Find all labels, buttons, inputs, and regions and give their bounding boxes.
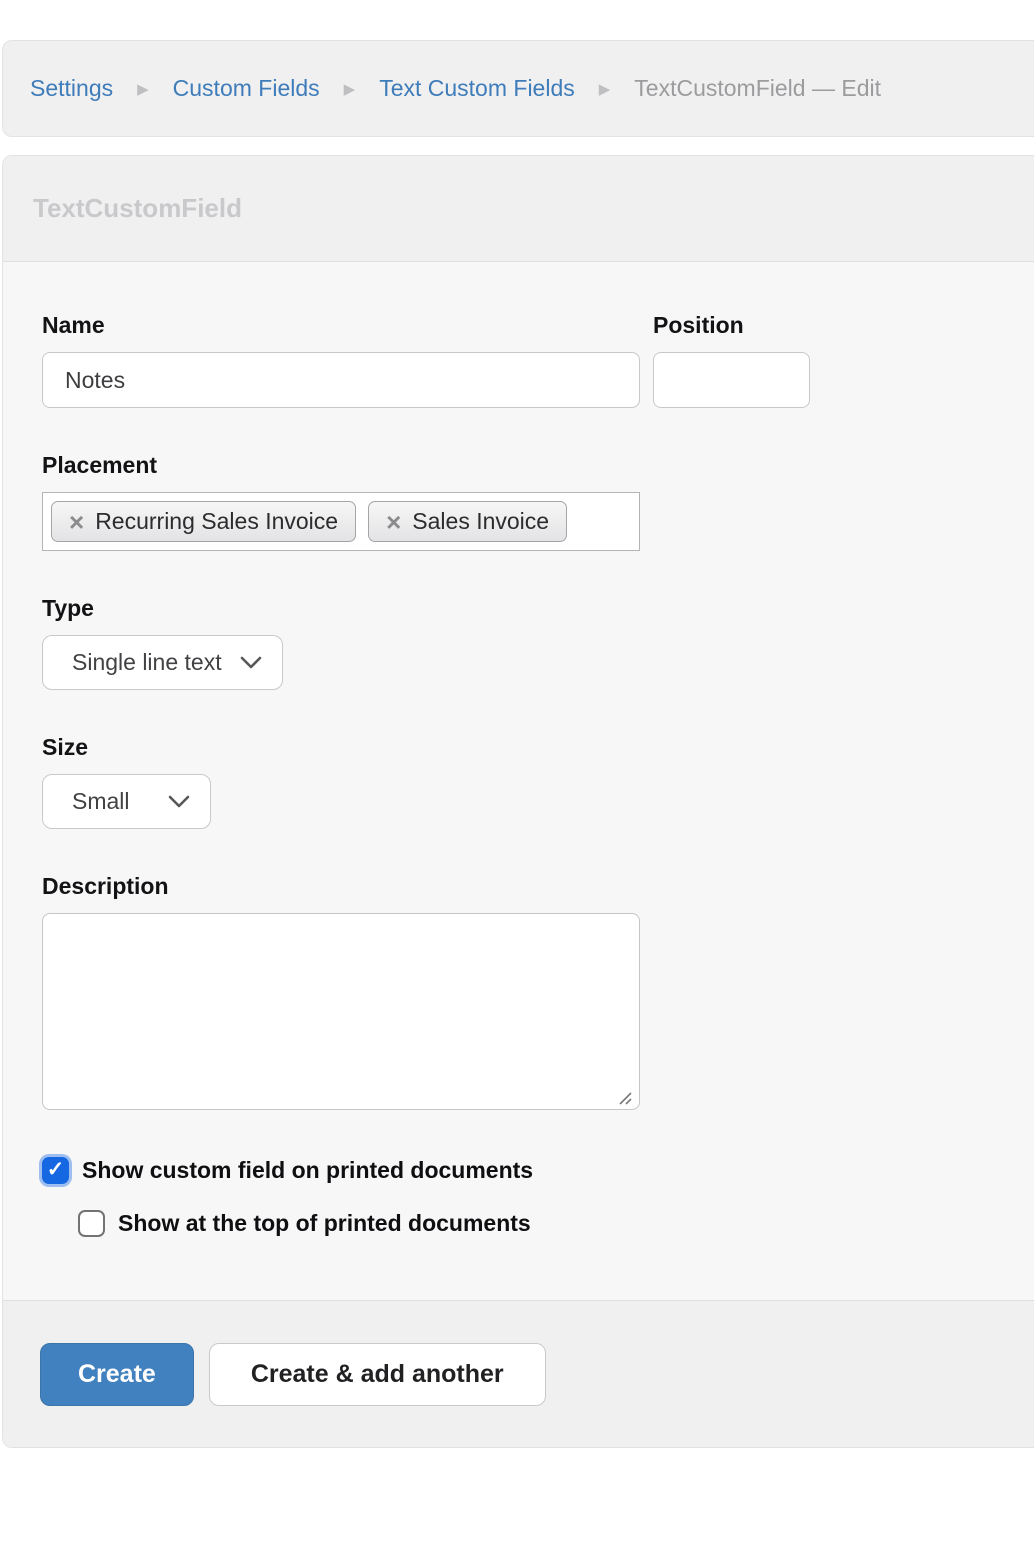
breadcrumb-link-text-custom-fields[interactable]: Text Custom Fields	[379, 75, 575, 101]
card-body	[3, 262, 1034, 1300]
card-title: TextCustomField	[33, 193, 242, 223]
show-on-printed-documents-checkbox[interactable]	[42, 1157, 69, 1184]
remove-tag-icon[interactable]: ×	[69, 506, 85, 537]
chevron-down-icon	[240, 656, 262, 670]
placement-field-group	[42, 452, 1034, 551]
name-input[interactable]	[42, 352, 640, 408]
type-select[interactable]	[42, 635, 283, 690]
edit-custom-field-card	[2, 155, 1034, 1448]
position-field-group	[653, 312, 810, 408]
page-container	[2, 40, 1034, 1448]
create-button[interactable]: Create	[40, 1343, 194, 1406]
description-textarea[interactable]	[42, 913, 640, 1110]
placement-tag[interactable]	[368, 501, 567, 542]
position-input[interactable]	[653, 352, 810, 408]
show-at-top-row	[78, 1210, 1034, 1237]
placement-tag[interactable]	[51, 501, 356, 542]
card-footer	[3, 1300, 1034, 1447]
placement-tag-label: Sales Invoice	[412, 508, 550, 534]
create-and-add-another-button[interactable]: Create & add another	[209, 1343, 546, 1406]
show-at-top-label[interactable]: Show at the top of printed documents	[118, 1210, 531, 1236]
chevron-right-icon: ▶	[598, 81, 611, 98]
show-at-top-checkbox[interactable]	[78, 1210, 105, 1237]
name-position-row	[42, 312, 1034, 408]
name-field-group	[42, 312, 640, 408]
breadcrumb-link-settings[interactable]: Settings	[30, 75, 114, 101]
card-header	[3, 156, 1034, 262]
chevron-down-icon	[168, 795, 190, 809]
resize-handle-icon[interactable]	[616, 1089, 632, 1105]
position-label: Position	[653, 312, 744, 338]
chevron-right-icon: ▶	[343, 81, 356, 98]
name-label: Name	[42, 312, 105, 338]
size-select-value: Small	[72, 788, 130, 814]
type-label: Type	[42, 595, 94, 621]
placement-multiselect[interactable]	[42, 492, 640, 551]
size-label: Size	[42, 734, 89, 760]
description-field-group	[42, 873, 1034, 1115]
type-field-group	[42, 595, 1034, 690]
show-on-printed-documents-row	[42, 1157, 1034, 1184]
breadcrumb-link-custom-fields[interactable]: Custom Fields	[172, 75, 320, 101]
remove-tag-icon[interactable]: ×	[386, 506, 402, 537]
description-label: Description	[42, 873, 169, 899]
size-select[interactable]	[42, 774, 211, 829]
placement-label: Placement	[42, 452, 158, 478]
size-field-group	[42, 734, 1034, 829]
breadcrumb-current: TextCustomField — Edit	[634, 75, 881, 101]
show-on-printed-documents-label[interactable]: Show custom field on printed documents	[82, 1157, 534, 1183]
placement-tag-label: Recurring Sales Invoice	[95, 508, 339, 534]
breadcrumb	[2, 40, 1034, 137]
description-textarea-wrap	[42, 913, 640, 1115]
chevron-right-icon: ▶	[137, 81, 149, 98]
checkmark-icon: ✓	[46, 1158, 65, 1181]
type-select-value: Single line text	[72, 649, 222, 675]
